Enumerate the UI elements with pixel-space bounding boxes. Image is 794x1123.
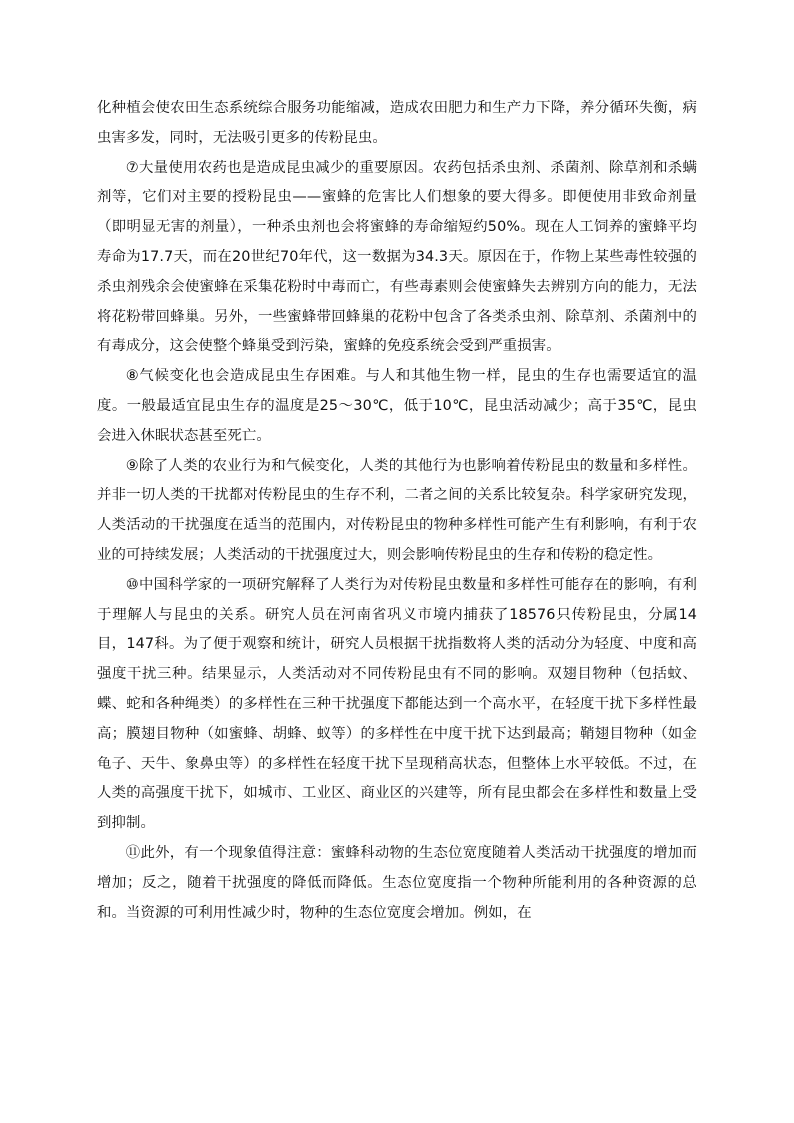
paragraph-continued: 化种植会使农田生态系统综合服务功能缩减，造成农田肥力和生产力下降，养分循环失衡，病虫害多发，同时，无法吸引更多的传粉昆虫。 — [97, 100, 697, 146]
paragraph-11-niche-width: ⑪此外，有一个现象值得注意：蜜蜂科动物的生态位宽度随着人类活动干扰强度的增加而增加；反之，随着干扰强度的降低而降低。生态位宽度指一个物种所能利用的各种资源的总和。当资源的可利用性减少时，物种的生态位宽度会增加。例如，在 — [97, 844, 697, 921]
article-body — [97, 94, 697, 928]
paragraph-9-human-activity: ⑨除了人类的农业行为和气候变化，人类的其他行为也影响着传粉昆虫的数量和多样性。并非一切人类的干扰都对传粉昆虫的生存不利，二者之间的关系比较复杂。科学家研究发现，人类活动的干扰强度在适当的范围内，对传粉昆虫的物种多样性可能产生有利影响，有利于农业的可持续发展；人类活动的干扰强度过大，则会影响传粉昆虫的生存和传粉的稳定性。 — [97, 457, 697, 563]
paragraph-8-climate: ⑧气候变化也会造成昆虫生存困难。与人和其他生物一样，昆虫的生存也需要适宜的温度。一般最适宜昆虫生存的温度是25～30℃，低于10℃，昆虫活动减少；高于35℃，昆虫会进入休眠状态甚至死亡。 — [97, 368, 697, 444]
paragraph-10-research: ⑩中国科学家的一项研究解释了人类行为对传粉昆虫数量和多样性可能存在的影响，有利于理解人与昆虫的关系。研究人员在河南省巩义市境内捕获了18576只传粉昆虫，分属14目，147科。为了便于观察和统计，研究人员根据干扰指数将人类的活动分为轻度、中度和高强度干扰三种。结果显示，人类活动对不同传粉昆虫有不同的影响。双翅目物种（包括蚊、蝶、蛇和各种绳类）的多样性在三种干扰强度下都能达到一个高水平，在轻度干扰下多样性最高；膜翅目物种（如蜜蜂、胡蜂、蚁等）的多样性在中度干扰下达到最高；鞘翅目物种（如金龟子、天牛、象鼻虫等）的多样性在轻度干扰下呈现稍高状态，但整体上水平较低。不过，在人类的高强度干扰下，如城市、工业区、商业区的兴建等，所有昆虫都会在多样性和数量上受到抑制。 — [97, 576, 697, 832]
paragraph-7-pesticides: ⑦大量使用农药也是造成昆虫减少的重要原因。农药包括杀虫剂、杀菌剂、除草剂和杀螨剂等，它们对主要的授粉昆虫——蜜蜂的危害比人们想象的要大得多。即便使用非致命剂量（即明显无害的剂量），一种杀虫剂也会将蜜蜂的寿命缩短约50%。现在人工饲养的蜜蜂平均寿命为17.7天，而在20世纪70年代，这一数据为34.3天。原因在于，作物上某些毒性较强的杀虫剂残余会使蜜蜂在采集花粉时中毒而亡，有些毒素则会使蜜蜂失去辨别方向的能力，无法将花粉带回蜂巢。另外，一些蜜蜂带回蜂巢的花粉中包含了各类杀虫剂、除草剂、杀菌剂中的有毒成分，这会使整个蜂巢受到污染，蜜蜂的免疫系统会受到严重损害。 — [97, 159, 697, 355]
